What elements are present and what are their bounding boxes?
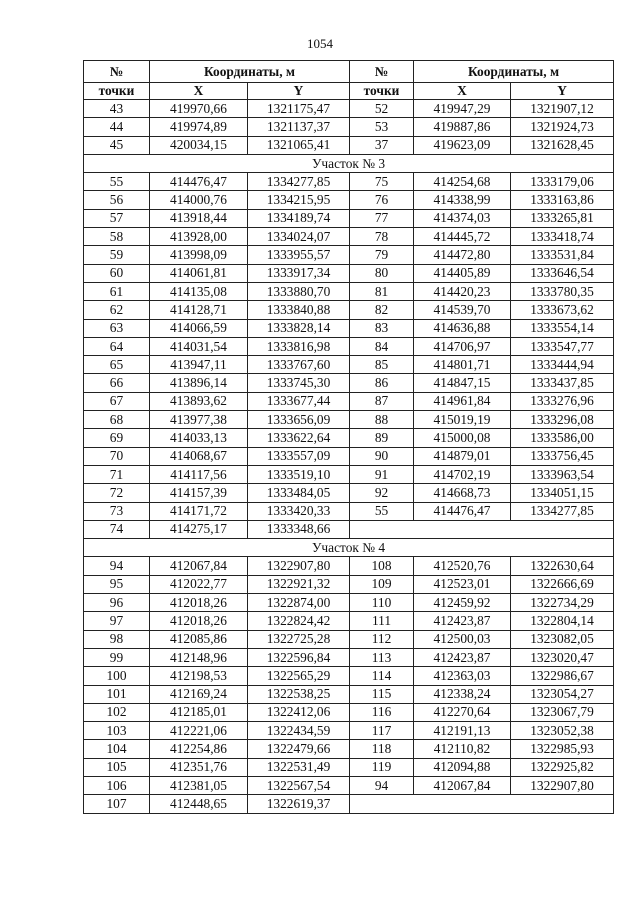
y-coordinate: 1333745,30: [248, 374, 350, 392]
point-number: 45: [84, 136, 150, 154]
y-coordinate: 1333840,88: [248, 301, 350, 319]
y-coordinate: 1323020,47: [511, 648, 614, 666]
point-number: 84: [350, 337, 414, 355]
table-row: [84, 740, 614, 758]
x-coordinate: 419623,09: [414, 136, 511, 154]
point-number: 102: [84, 703, 150, 721]
point-number: 64: [84, 337, 150, 355]
num-header: №: [84, 61, 150, 83]
x-coordinate: 419970,66: [150, 100, 248, 118]
coordinates-table: [83, 60, 614, 814]
point-number: 98: [84, 630, 150, 648]
table-row: [84, 356, 614, 374]
table-row: [84, 667, 614, 685]
x-coordinate: 413928,00: [150, 228, 248, 246]
point-number: 104: [84, 740, 150, 758]
x-coordinate: 414961,84: [414, 392, 511, 410]
x-coordinate: 414405,89: [414, 264, 511, 282]
x-coordinate: 419887,86: [414, 118, 511, 136]
y-coordinate: 1321065,41: [248, 136, 350, 154]
point-number: 112: [350, 630, 414, 648]
x-coordinate: 415019,19: [414, 411, 511, 429]
point-number: 119: [350, 758, 414, 776]
y-coordinate: 1322531,49: [248, 758, 350, 776]
point-number: 99: [84, 648, 150, 666]
x-coordinate: 412022,77: [150, 575, 248, 593]
y-coordinate: 1333963,54: [511, 465, 614, 483]
point-number: 75: [350, 173, 414, 191]
point-number: 78: [350, 228, 414, 246]
point-number: 43: [84, 100, 150, 118]
x-coordinate: 413947,11: [150, 356, 248, 374]
table-row: [84, 191, 614, 209]
point-number: 67: [84, 392, 150, 410]
x-coordinate: 412363,03: [414, 667, 511, 685]
y-coordinate: 1322567,54: [248, 776, 350, 794]
point-number: 57: [84, 209, 150, 227]
point-number: 60: [84, 264, 150, 282]
x-coordinate: 412221,06: [150, 722, 248, 740]
point-number: 69: [84, 429, 150, 447]
point-number: 74: [84, 520, 150, 538]
y-coordinate: 1333917,34: [248, 264, 350, 282]
y-coordinate: 1333554,14: [511, 319, 614, 337]
point-number: 79: [350, 246, 414, 264]
table-row: [84, 209, 614, 227]
x-coordinate: 414000,76: [150, 191, 248, 209]
y-coordinate: 1333767,60: [248, 356, 350, 374]
table-body: [84, 100, 614, 814]
point-number: 55: [84, 173, 150, 191]
x-coordinate: 414539,70: [414, 301, 511, 319]
x-coordinate: 413998,09: [150, 246, 248, 264]
y-coordinate: 1322985,93: [511, 740, 614, 758]
y-coordinate: 1333437,85: [511, 374, 614, 392]
table-row: [84, 594, 614, 612]
y-coordinate: 1333622,64: [248, 429, 350, 447]
empty-cell: [350, 520, 614, 538]
y-coordinate: 1322874,00: [248, 594, 350, 612]
x-coordinate: 414338,99: [414, 191, 511, 209]
y-coordinate: 1333418,74: [511, 228, 614, 246]
y-coordinate: 1333955,57: [248, 246, 350, 264]
point-number: 81: [350, 282, 414, 300]
x-coordinate: 412185,01: [150, 703, 248, 721]
point-number: 100: [84, 667, 150, 685]
x-coordinate: 414472,80: [414, 246, 511, 264]
x-coordinate: 412270,64: [414, 703, 511, 721]
y-coordinate: 1333756,45: [511, 447, 614, 465]
x-coordinate: 413893,62: [150, 392, 248, 410]
x-coordinate: 414374,03: [414, 209, 511, 227]
y-coordinate: 1334024,07: [248, 228, 350, 246]
point-number: 90: [350, 447, 414, 465]
point-number: 115: [350, 685, 414, 703]
y-coordinate: 1333296,08: [511, 411, 614, 429]
y-coordinate: 1333828,14: [248, 319, 350, 337]
point-number: 117: [350, 722, 414, 740]
x-coordinate: 412191,13: [414, 722, 511, 740]
x-coordinate: 419974,89: [150, 118, 248, 136]
y-coordinate: 1321924,73: [511, 118, 614, 136]
point-number: 65: [84, 356, 150, 374]
point-number: 106: [84, 776, 150, 794]
point-number: 94: [84, 557, 150, 575]
table-row: [84, 337, 614, 355]
table-row: [84, 484, 614, 502]
point-number: 70: [84, 447, 150, 465]
point-number: 37: [350, 136, 414, 154]
y-coordinate: 1334215,95: [248, 191, 350, 209]
table-row: [84, 136, 614, 154]
x-coordinate: 414476,47: [414, 502, 511, 520]
y-coordinate: 1322565,29: [248, 667, 350, 685]
point-number: 86: [350, 374, 414, 392]
point-number: 77: [350, 209, 414, 227]
point-number: 56: [84, 191, 150, 209]
table-row: [84, 795, 614, 813]
table-row: [84, 282, 614, 300]
x-coordinate: 414061,81: [150, 264, 248, 282]
table-row: [84, 374, 614, 392]
y-coordinate: 1322412,06: [248, 703, 350, 721]
table-row: [84, 246, 614, 264]
x-coordinate: 413977,38: [150, 411, 248, 429]
y-header: Y: [248, 83, 350, 100]
x-coordinate: 413918,44: [150, 209, 248, 227]
y-coordinate: 1333519,10: [248, 465, 350, 483]
x-coordinate: 414476,47: [150, 173, 248, 191]
point-number: 72: [84, 484, 150, 502]
x-coordinate: 412067,84: [150, 557, 248, 575]
y-coordinate: 1333276,96: [511, 392, 614, 410]
section-title-row: [84, 539, 614, 557]
table-row: [84, 118, 614, 136]
point-number: 109: [350, 575, 414, 593]
x-coordinate: 414033,13: [150, 429, 248, 447]
y-coordinate: 1323052,38: [511, 722, 614, 740]
y-coordinate: 1321175,47: [248, 100, 350, 118]
point-number: 92: [350, 484, 414, 502]
point-number: 110: [350, 594, 414, 612]
x-coordinate: 414117,56: [150, 465, 248, 483]
point-number: 91: [350, 465, 414, 483]
x-coordinate: 419947,29: [414, 100, 511, 118]
point-number: 118: [350, 740, 414, 758]
y-coordinate: 1333348,66: [248, 520, 350, 538]
table-row: [84, 758, 614, 776]
y-coordinate: 1333673,62: [511, 301, 614, 319]
point-number: 97: [84, 612, 150, 630]
table-row: [84, 776, 614, 794]
y-coordinate: 1333163,86: [511, 191, 614, 209]
table-row: [84, 722, 614, 740]
y-coordinate: 1333179,06: [511, 173, 614, 191]
table-row: [84, 575, 614, 593]
x-coordinate: 412423,87: [414, 612, 511, 630]
table-row: [84, 301, 614, 319]
x-header-right: X: [414, 83, 511, 100]
table-row: [84, 411, 614, 429]
y-coordinate: 1322725,28: [248, 630, 350, 648]
point-number: 107: [84, 795, 150, 813]
y-coordinate: 1333557,09: [248, 447, 350, 465]
x-coordinate: 414706,97: [414, 337, 511, 355]
y-coordinate: 1321907,12: [511, 100, 614, 118]
x-coordinate: 412500,03: [414, 630, 511, 648]
y-coordinate: 1322619,37: [248, 795, 350, 813]
x-coordinate: 414066,59: [150, 319, 248, 337]
x-coordinate: 412423,87: [414, 648, 511, 666]
y-coordinate: 1333444,94: [511, 356, 614, 374]
point-number: 113: [350, 648, 414, 666]
x-coordinate: 413896,14: [150, 374, 248, 392]
x-coordinate: 412110,82: [414, 740, 511, 758]
x-coordinate: 414254,68: [414, 173, 511, 191]
section-title-row: [84, 154, 614, 172]
x-coordinate: 412148,96: [150, 648, 248, 666]
point-number: 105: [84, 758, 150, 776]
table-row: [84, 447, 614, 465]
x-coordinate: 414445,72: [414, 228, 511, 246]
x-coordinate: 412338,24: [414, 685, 511, 703]
y-coordinate: 1333547,77: [511, 337, 614, 355]
point-number: 95: [84, 575, 150, 593]
y-coordinate: 1322434,59: [248, 722, 350, 740]
y-coordinate: 1322666,69: [511, 575, 614, 593]
x-coordinate: 412169,24: [150, 685, 248, 703]
y-coordinate: 1322734,29: [511, 594, 614, 612]
y-coordinate: 1322596,84: [248, 648, 350, 666]
point-number: 73: [84, 502, 150, 520]
y-coordinate: 1333531,84: [511, 246, 614, 264]
y-coordinate: 1333780,35: [511, 282, 614, 300]
point-number: 82: [350, 301, 414, 319]
point-number: 76: [350, 191, 414, 209]
y-coordinate: 1322804,14: [511, 612, 614, 630]
points-header: точки: [84, 83, 150, 100]
y-coordinate: 1322538,25: [248, 685, 350, 703]
table-row: [84, 100, 614, 118]
y-coordinate: 1322824,42: [248, 612, 350, 630]
y-coordinate: 1322925,82: [511, 758, 614, 776]
y-coordinate: 1321137,37: [248, 118, 350, 136]
point-number: 55: [350, 502, 414, 520]
y-coordinate: 1322630,64: [511, 557, 614, 575]
table-row: [84, 319, 614, 337]
x-coordinate: 412018,26: [150, 612, 248, 630]
point-number: 66: [84, 374, 150, 392]
x-coordinate: 414420,23: [414, 282, 511, 300]
table-row: [84, 429, 614, 447]
point-number: 87: [350, 392, 414, 410]
x-coordinate: 420034,15: [150, 136, 248, 154]
x-coordinate: 414801,71: [414, 356, 511, 374]
point-number: 44: [84, 118, 150, 136]
x-coordinate: 414171,72: [150, 502, 248, 520]
x-coordinate: 412094,88: [414, 758, 511, 776]
y-coordinate: 1333265,81: [511, 209, 614, 227]
y-coordinate: 1334277,85: [511, 502, 614, 520]
x-header: X: [150, 83, 248, 100]
y-coordinate: 1333646,54: [511, 264, 614, 282]
x-coordinate: 414668,73: [414, 484, 511, 502]
x-coordinate: 412520,76: [414, 557, 511, 575]
point-number: 89: [350, 429, 414, 447]
point-number: 111: [350, 612, 414, 630]
y-coordinate: 1322921,32: [248, 575, 350, 593]
point-number: 85: [350, 356, 414, 374]
y-coordinate: 1323054,27: [511, 685, 614, 703]
x-coordinate: 412459,92: [414, 594, 511, 612]
x-coordinate: 414879,01: [414, 447, 511, 465]
point-number: 52: [350, 100, 414, 118]
point-number: 62: [84, 301, 150, 319]
y-coordinate: 1333880,70: [248, 282, 350, 300]
y-coordinate: 1333816,98: [248, 337, 350, 355]
point-number: 68: [84, 411, 150, 429]
page-number: 1054: [307, 36, 333, 51]
x-coordinate: 412254,86: [150, 740, 248, 758]
table-row: [84, 502, 614, 520]
point-number: 61: [84, 282, 150, 300]
table-row: [84, 228, 614, 246]
empty-cell: [350, 795, 614, 813]
y-coordinate: 1322479,66: [248, 740, 350, 758]
points-header-right: точки: [350, 83, 414, 100]
y-coordinate: 1333586,00: [511, 429, 614, 447]
point-number: 108: [350, 557, 414, 575]
point-number: 88: [350, 411, 414, 429]
x-coordinate: 414847,15: [414, 374, 511, 392]
x-coordinate: 412523,01: [414, 575, 511, 593]
point-number: 58: [84, 228, 150, 246]
table-row: [84, 685, 614, 703]
num-header-right: №: [350, 61, 414, 83]
table-row: [84, 520, 614, 538]
x-coordinate: 412351,76: [150, 758, 248, 776]
point-number: 94: [350, 776, 414, 794]
table-row: [84, 630, 614, 648]
y-coordinate: 1333677,44: [248, 392, 350, 410]
table-row: [84, 703, 614, 721]
y-coordinate: 1321628,45: [511, 136, 614, 154]
x-coordinate: 412067,84: [414, 776, 511, 794]
x-coordinate: 414068,67: [150, 447, 248, 465]
table-row: [84, 392, 614, 410]
y-coordinate: 1322986,67: [511, 667, 614, 685]
x-coordinate: 414702,19: [414, 465, 511, 483]
point-number: 59: [84, 246, 150, 264]
point-number: 83: [350, 319, 414, 337]
section-title: Участок № 4: [84, 539, 614, 557]
point-number: 116: [350, 703, 414, 721]
point-number: 80: [350, 264, 414, 282]
point-number: 103: [84, 722, 150, 740]
x-coordinate: 412018,26: [150, 594, 248, 612]
x-coordinate: 412198,53: [150, 667, 248, 685]
section-title: Участок № 3: [84, 154, 614, 172]
y-coordinate: 1333484,05: [248, 484, 350, 502]
y-coordinate: 1322907,80: [511, 776, 614, 794]
table-row: [84, 648, 614, 666]
coords-header: Координаты, м: [150, 61, 350, 83]
x-coordinate: 414031,54: [150, 337, 248, 355]
y-coordinate: 1323067,79: [511, 703, 614, 721]
x-coordinate: 412381,05: [150, 776, 248, 794]
x-coordinate: 415000,08: [414, 429, 511, 447]
y-coordinate: 1334051,15: [511, 484, 614, 502]
table-row: [84, 264, 614, 282]
table-row: [84, 612, 614, 630]
y-header-right: Y: [511, 83, 614, 100]
y-coordinate: 1333656,09: [248, 411, 350, 429]
point-number: 63: [84, 319, 150, 337]
x-coordinate: 414135,08: [150, 282, 248, 300]
table-row: [84, 465, 614, 483]
point-number: 114: [350, 667, 414, 685]
point-number: 101: [84, 685, 150, 703]
point-number: 96: [84, 594, 150, 612]
x-coordinate: 414636,88: [414, 319, 511, 337]
table-row: [84, 173, 614, 191]
y-coordinate: 1323082,05: [511, 630, 614, 648]
coords-header-right: Координаты, м: [414, 61, 614, 83]
table-row: [84, 557, 614, 575]
point-number: 71: [84, 465, 150, 483]
y-coordinate: 1334277,85: [248, 173, 350, 191]
x-coordinate: 414128,71: [150, 301, 248, 319]
y-coordinate: 1333420,33: [248, 502, 350, 520]
x-coordinate: 414275,17: [150, 520, 248, 538]
x-coordinate: 414157,39: [150, 484, 248, 502]
y-coordinate: 1334189,74: [248, 209, 350, 227]
point-number: 53: [350, 118, 414, 136]
x-coordinate: 412085,86: [150, 630, 248, 648]
x-coordinate: 412448,65: [150, 795, 248, 813]
y-coordinate: 1322907,80: [248, 557, 350, 575]
